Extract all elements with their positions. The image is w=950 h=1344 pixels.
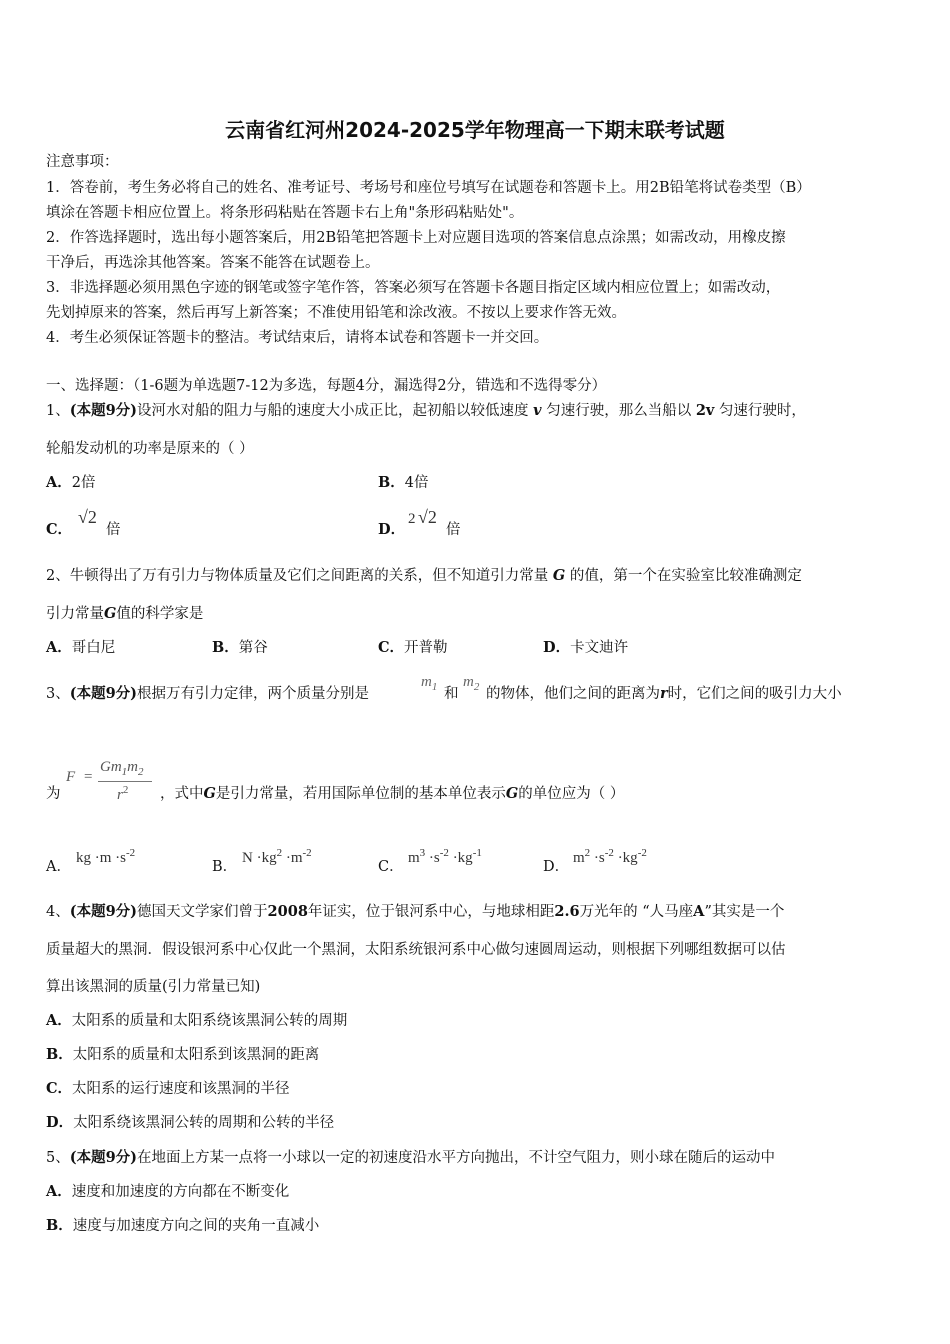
option-suffix: 倍 xyxy=(106,522,121,538)
option-b: B．4倍 xyxy=(378,474,429,491)
question-text: 为 xyxy=(46,786,61,802)
question-text: 引力常量G值的科学家是 xyxy=(46,605,204,622)
option-d: D． xyxy=(378,521,406,538)
option-b-label: B． xyxy=(212,859,238,875)
variable-2v: 2v xyxy=(695,402,715,419)
unit-expression: $m^2 \cdot s^{-2} \cdot kg^{-2}$ xyxy=(573,847,647,866)
m1-symbol: $m_1$ xyxy=(421,674,438,693)
question-3: 3、(本题9分)根据万有引力定律，两个质量分别是 xyxy=(46,685,370,702)
option-b: B．速度与加速度方向之间的夹角一直减小 xyxy=(46,1217,320,1234)
question-5: 5、(本题9分)在地面上方某一点将一小球以一定的初速度沿水平方向抛出，不计空气阻力，则小球在随后的运动中 xyxy=(46,1149,776,1166)
option-a-label: A． xyxy=(46,859,71,875)
page-title: 云南省红河州2024-2025学年物理高一下期末联考试题 xyxy=(225,118,725,142)
option-suffix: 倍 xyxy=(446,522,461,538)
notice-line: 干净后，再选涂其他答案。答案不能答在试题卷上。 xyxy=(46,255,380,271)
question-text: 的物体，他们之间的距离为r时，它们之间的吸引力大小 xyxy=(486,685,842,702)
option-d: D．卡文迪许 xyxy=(543,639,629,656)
option-d: D．太阳系绕该黑洞公转的周期和公转的半径 xyxy=(46,1114,335,1131)
section-heading: 一、选择题：（1-6题为单选题7-12为多选，每题4分，漏选得2分，错选和不选得零分） xyxy=(46,378,607,394)
option-c-label: C． xyxy=(378,859,404,875)
question-text: 轮船发动机的功率是原来的（ ） xyxy=(46,441,254,457)
notice-line: 3．非选择题必须用黑色字迹的钢笔或签字笔作答，答案必须写在答题卡各题目指定区域内相应位置上；如需改动， xyxy=(46,280,781,296)
notice-line: 先划掉原来的答案，然后再写上新答案；不准使用铅笔和涂改液。不按以上要求作答无效。 xyxy=(46,305,626,321)
option-a: A．速度和加速度的方向都在不断变化 xyxy=(46,1183,290,1200)
option-c: C．太阳系的运行速度和该黑洞的半径 xyxy=(46,1080,290,1097)
option-c: C．开普勒 xyxy=(378,639,448,656)
notice-heading: 注意事项： xyxy=(46,154,119,170)
question-text: 匀速行驶时， xyxy=(718,403,806,419)
notice-line: 填涂在答题卡相应位置上。将条形码粘贴在答题卡右上角"条形码粘贴处"。 xyxy=(46,205,524,221)
question-text: 设河水对船的阻力与船的速度大小成正比，起初船以较低速度 xyxy=(137,403,529,419)
option-b: B．第谷 xyxy=(212,639,268,656)
option-c: C． xyxy=(46,521,73,538)
unit-expression: kg $\cdot m \cdot s^{-2}$ xyxy=(76,847,136,866)
option-a: A．哥白尼 xyxy=(46,639,116,656)
question-text: ，式中G是引力常量，若用国际单位制的基本单位表示G的单位应为（ ） xyxy=(160,785,625,802)
m2-symbol: $m_2$ xyxy=(463,674,480,693)
variable-v: v xyxy=(533,402,542,419)
question-4: 4、(本题9分)德国天文学家们曾于2008年证实，位于银河系中心，与地球相距2.6万光年的 “人马座A”其实是一个 xyxy=(46,903,785,920)
unit-expression: $N \cdot kg^2 \cdot m^{-2}$ xyxy=(242,847,312,866)
option-a: A．2倍 xyxy=(46,474,96,491)
question-text: 质量超大的黑洞．假设银河系中心仅此一个黑洞，太阳系统银河系中心做匀速圆周运动，则根据下列哪组数据可以估 xyxy=(46,942,786,958)
question-number: 1、 xyxy=(46,403,70,419)
coefficient: 2 xyxy=(408,511,416,527)
question-text: 和 xyxy=(444,686,459,702)
question-2: 2、牛顿得出了万有引力与物体质量及它们之间距离的关系，但不知道引力常量 G 的值，第一个在实验室比较准确测定 xyxy=(46,567,802,584)
question-text: 匀速行驶，那么当船以 xyxy=(546,403,692,419)
question-score: (本题9分) xyxy=(69,402,138,419)
question-1 xyxy=(46,402,806,420)
variable-G: G xyxy=(552,567,566,584)
unit-expression: $m^3 \cdot s^{-2} \cdot kg^{-1}$ xyxy=(408,847,482,866)
sqrt2-formula: √2 xyxy=(78,507,97,527)
option-b: B．太阳系的质量和太阳系到该黑洞的距离 xyxy=(46,1046,320,1063)
notice-line: 4．考生必须保证答题卡的整洁。考试结束后，请将本试卷和答题卡一并交回。 xyxy=(46,330,549,346)
question-text: 算出该黑洞的质量(引力常量已知) xyxy=(46,979,261,995)
sqrt2-formula: √2 xyxy=(418,507,437,527)
notice-line: 2．作答选择题时，选出每小题答案后，用2B铅笔把答题卡上对应题目选项的答案信息点涂黑；如需改动，用橡皮擦 xyxy=(46,230,786,246)
notice-line: 1．答卷前，考生务必将自己的姓名、准考证号、考场号和座位号填写在试题卷和答题卡上。用2B铅笔将试卷类型（B） xyxy=(46,180,811,196)
option-a: A．太阳系的质量和太阳系绕该黑洞公转的周期 xyxy=(46,1012,348,1029)
option-d-label: D． xyxy=(543,859,570,875)
